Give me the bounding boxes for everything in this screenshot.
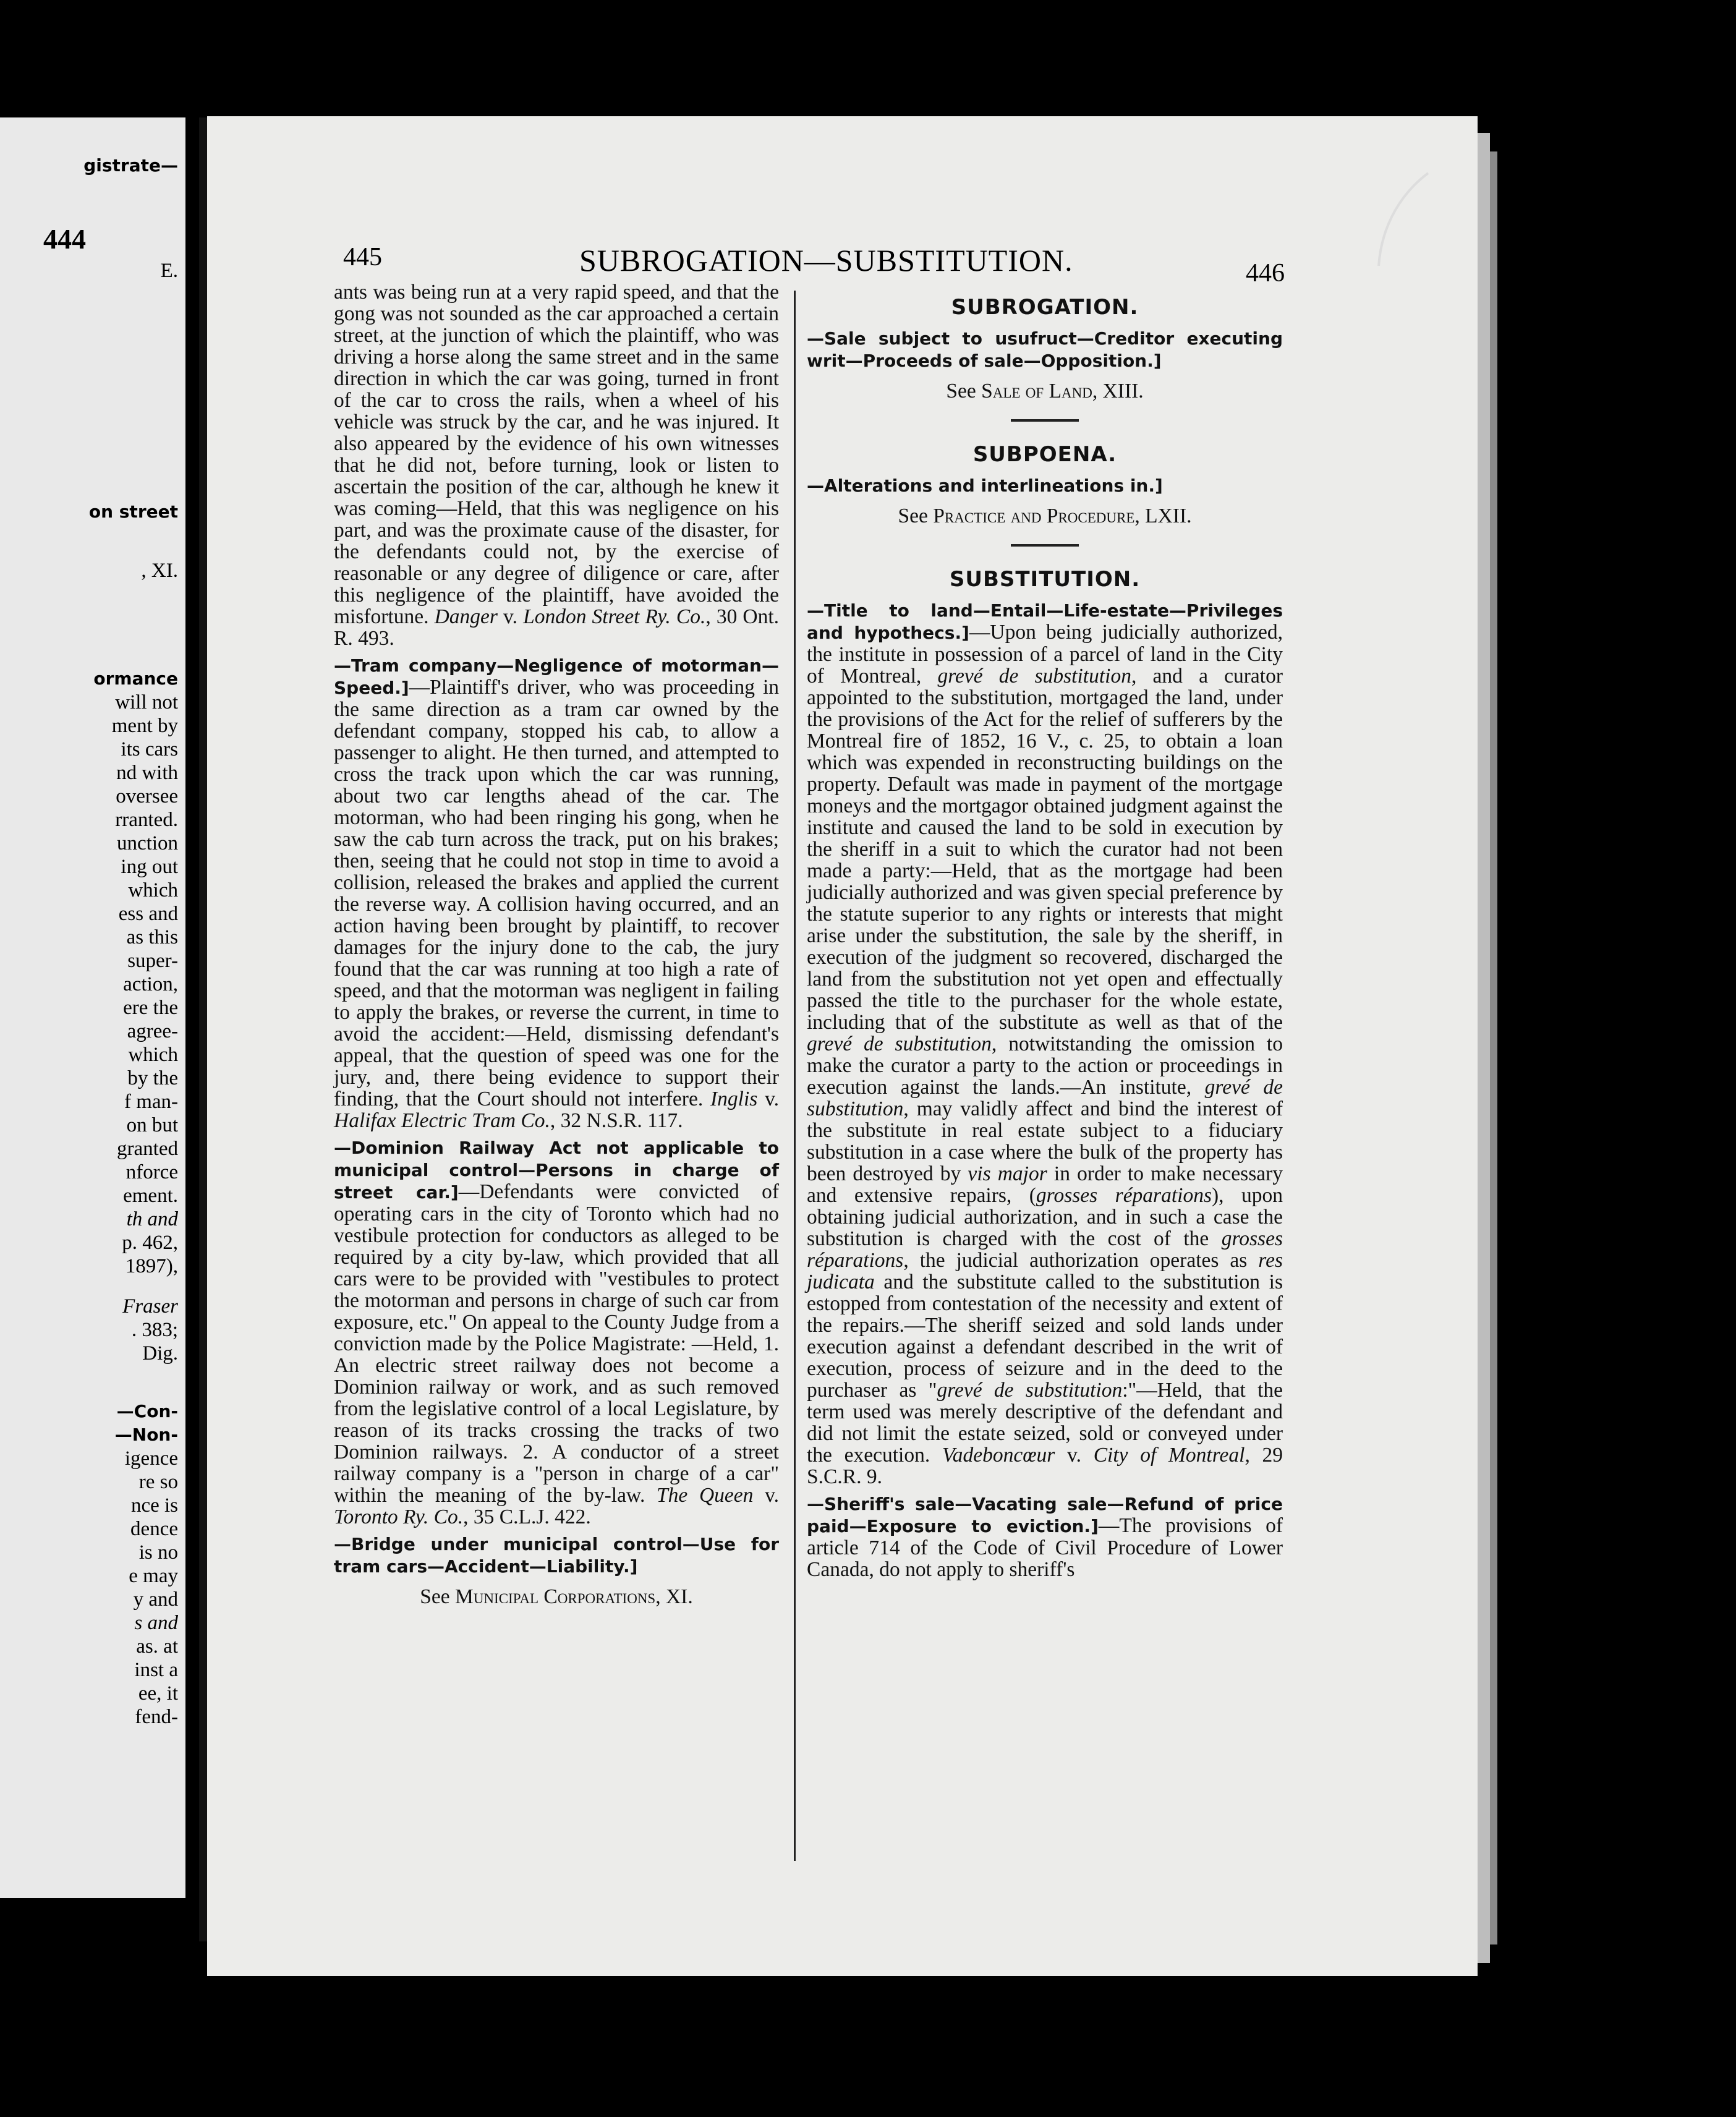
adjacent-left-page	[0, 117, 185, 1898]
left-page-fragment: its cars	[121, 738, 178, 760]
cross-reference: See Practice and Procedure, LXII.	[898, 505, 1192, 527]
left-page-fragment: th and	[126, 1208, 178, 1230]
paragraph: ants was being run at a very rapid speed, and that the gong was not sounded as the car approached a certain street, at the junction of which the plaintiff, who was driving a horse along the same street and in the same direction in which the car was going, turned in front of the car to cross the rails, when a wheel of his vehicle was struck by the car, and he was injured. It also appeared by the evidence of his own witnesses that he did not, before turning, look or listen to ascertain the position of the car, although he knew it was coming—Held, that this was negligence on his part, and was the proximate cause of the disaster, for the defendants could not, by the exercise of reasonable or any degree of diligence or care, after this negligence of the plaintiff, have avoided the misfortune. Danger v. London Street Ry. Co., 30 Ont. R. 493.	[334, 281, 780, 650]
entry-heading: —Sale subject to usufruct—Creditor executing writ—Proceeds of sale—Opposition.]	[807, 328, 1283, 371]
section-title: SUBROGATION.	[951, 295, 1139, 320]
cross-reference: See Municipal Corporations, XI.	[420, 1585, 693, 1608]
left-page-fragment: agree-	[127, 1020, 178, 1042]
left-page-fragment: ormance	[93, 668, 178, 689]
section-rule	[1011, 419, 1079, 422]
left-page-fragment: is no	[138, 1541, 178, 1564]
entry-heading: —Bridge under municipal control—Use for tram cars—Accident—Liability.]	[334, 1534, 779, 1577]
left-page-fragment: , XI.	[141, 560, 178, 582]
entry-heading: —Title to land—Entail—Life-estate—Privileges and hypothecs.]	[807, 600, 1283, 643]
left-page-fragment: nce is	[130, 1494, 178, 1517]
left-page-fragment: igence	[124, 1447, 178, 1470]
left-page-fragment: E.	[160, 260, 178, 282]
page-number-left: 445	[343, 243, 382, 271]
right-column	[807, 291, 1283, 1585]
left-page-fragment: oversee	[116, 785, 178, 807]
left-page-fragment: which	[128, 879, 178, 901]
left-page-fragment: . 383;	[131, 1319, 178, 1341]
entry-heading: —Tram company—Negligence of motorman—Speed.]	[334, 655, 779, 698]
left-page-fragment: will not	[115, 691, 178, 713]
left-page-fragment: ee, it	[138, 1682, 178, 1705]
entry-heading: —Sheriff's sale—Vacating sale—Refund of price paid—Exposure to eviction.]	[807, 1494, 1283, 1536]
paragraph	[807, 327, 1283, 372]
entry-heading: —Alterations and interlineations in.]	[807, 475, 1163, 496]
left-page-fragment: ment by	[111, 715, 178, 737]
section-title: SUBPOENA.	[972, 442, 1117, 467]
left-page-fragment: by the	[127, 1067, 178, 1089]
left-page-fragment: on but	[126, 1114, 178, 1136]
running-header	[343, 242, 1286, 288]
left-column	[334, 281, 779, 1614]
cross-reference: See Sale of Land, XIII.	[946, 380, 1144, 403]
left-page-fragment: dence	[130, 1518, 178, 1540]
left-page-fragment: ing out	[121, 856, 178, 878]
left-page-fragment: nd with	[116, 762, 178, 784]
left-page-fragment: gistrate—	[83, 155, 178, 176]
left-page-fragment: p. 462,	[122, 1232, 178, 1254]
left-page-fragment: —Non-	[114, 1425, 178, 1445]
pen-mark	[1366, 167, 1434, 272]
left-page-fragment: as. at	[136, 1635, 178, 1658]
section-title: SUBSTITUTION.	[949, 567, 1141, 592]
left-page-fragment: 1897),	[125, 1255, 178, 1277]
paragraph: —Sheriff's sale—Vacating sale—Refund of price paid—Exposure to eviction.]—The provisions of article 714 of the Code of Civil Procedure of Lower Canada, do not apply to sheriff's	[807, 1494, 1283, 1581]
left-page-fragment: —Con-	[116, 1401, 178, 1421]
paragraph: —Title to land—Entail—Life-estate—Privileges and hypothecs.]—Upon being judicially authorized, the institute in possession of a parcel of land in the City of Montreal, grevé de substitution, and a curator appointed to the substitution, mortgaged the land, under the provisions of the Act for the relief of sufferers by the Montreal fire of 1852, 16 V., c. 25, to obtain a loan which was expended in reconstructing buildings on the property. Default was made in payment of the mortgage moneys and the mortgagor obtained judgment against the institute and caused the land to be sold in execution by the sheriff in a suit to which the curator had not been made a party:—Held, that as the mortgage had been judicially authorized and was given special preference by the statute superior to any rights or interests that might arise under the substitution, the sale by the sheriff, in execution of the judgment so recovered, discharged the land from the substitution not yet open and effectually passed the title to the purchaser for the whole estate, including that of the substitute as well as that of the grevé de substitution, notwitstanding the omission to make the curator a party to the action or proceedings in execution against the lands.—An institute, grevé de substitution, may validly affect and bind the interest of the substitute in real estate subject to a fiduciary substitution in a case where the bulk of the property has been destroyed by vis major in order to make necessary and extensive repairs, (grosses réparations), upon obtaining judicial authorization, and in such a case the substitution is charged with the cost of the grosses réparations, the judicial authorization operates as res judicata and the substitute called to the substitution is estopped from contestation of the necessity and extent of the repairs.—The sheriff seized and sold lands under execution against a defendant described in the writ of execution, process of seizure and in the deed to the purchaser as "grevé de substitution:"—Held, that the term used was merely descriptive of the defendant and did not limit the estate seized, sold or conveyed under the execution. Vadeboncœur v. City of Montreal, 29 S.C.R. 9.	[807, 600, 1283, 1488]
left-page-fragment: rranted.	[115, 809, 178, 831]
section-rule	[1011, 544, 1079, 547]
left-page-fragment: as this	[126, 926, 178, 948]
left-page-fragment: which	[128, 1044, 178, 1066]
left-page-fragment: s and	[134, 1612, 178, 1634]
column-divider	[794, 291, 796, 1861]
left-page-fragment: f man-	[124, 1091, 178, 1113]
page-edge	[1478, 133, 1490, 1963]
page-edge-shadow	[1490, 151, 1497, 1944]
left-page-fragment: super-	[127, 950, 178, 972]
page-number-right: 446	[1246, 259, 1285, 288]
paragraph: —Dominion Railway Act not applicable to municipal control—Persons in charge of street car.]—Defendants were convicted of operating cars in the city of Toronto which had no vestibule protection for conductors as alleged to be required by a city by-law, which provided that all cars were to be provided with "vestibules to protect the motorman and persons in charge of such car from exposure, etc." On appeal to the County Judge from a conviction made by the Police Magistrate: —Held, 1. An electric street railway does not become a Dominion railway or work, and as such removed from the legislative control of a local Legislature, by reason of its tracks crossing the tracks of two Dominion railways. 2. A conductor of a street railway company is a "person in charge of a car" within the meaning of the by-law. The Queen v. Toronto Ry. Co., 35 C.L.J. 422.	[334, 1138, 780, 1528]
paragraph	[807, 474, 1283, 496]
paragraph	[334, 1533, 779, 1577]
left-page-number: 444	[43, 223, 86, 255]
left-page-fragment: Dig.	[142, 1342, 178, 1365]
entry-heading: —Dominion Railway Act not applicable to municipal control—Persons in charge of street car.]	[334, 1138, 779, 1203]
paragraph: —Tram company—Negligence of motorman—Speed.]—Plaintiff's driver, who was proceeding in the same direction as a tram car owned by the defendant company, stopped his cab, to allow a passenger to alight. He then turned, and attempted to cross the track upon which the car was running, about two car lengths ahead of the car. The motorman, who had been ringing his gong, when he saw the cab turn across the track, put on his brakes; then, seeing that he could not stop in time to avoid a collision, released the brakes and applied the current the reverse way. A collision having occurred, and an action having been brought by plaintiff, to recover damages for the injury done to the cab, the jury found that the car was running at too high a rate of speed, and that the motorman was negligent in failing to apply the brakes, or reverse the current, in time to avoid the accident:—Held, dismissing defendant's appeal, that the question of speed was one for the jury, and, there being evidence to support their finding, that the Court should not interfere. Inglis v. Halifax Electric Tram Co., 32 N.S.R. 117.	[334, 655, 780, 1132]
left-page-fragment: fend-	[135, 1706, 178, 1728]
left-page-fragment: nforce	[126, 1161, 178, 1183]
left-page-fragment: ement.	[123, 1185, 178, 1207]
left-page-fragment: action,	[123, 973, 178, 995]
left-page-fragment: e may	[129, 1565, 178, 1587]
left-page-fragment: Fraser	[122, 1295, 178, 1318]
left-page-fragment: ess and	[118, 903, 178, 925]
left-page-fragment: on street	[88, 501, 178, 522]
left-page-fragment: unction	[117, 832, 178, 854]
left-page-fragment: re so	[138, 1471, 178, 1493]
left-page-fragment: y and	[133, 1588, 178, 1611]
running-title: SUBROGATION—SUBSTITUTION.	[579, 243, 1073, 278]
left-page-fragment: granted	[117, 1138, 178, 1160]
left-page-fragment: ere the	[123, 997, 178, 1019]
left-page-fragment: inst a	[134, 1659, 178, 1681]
